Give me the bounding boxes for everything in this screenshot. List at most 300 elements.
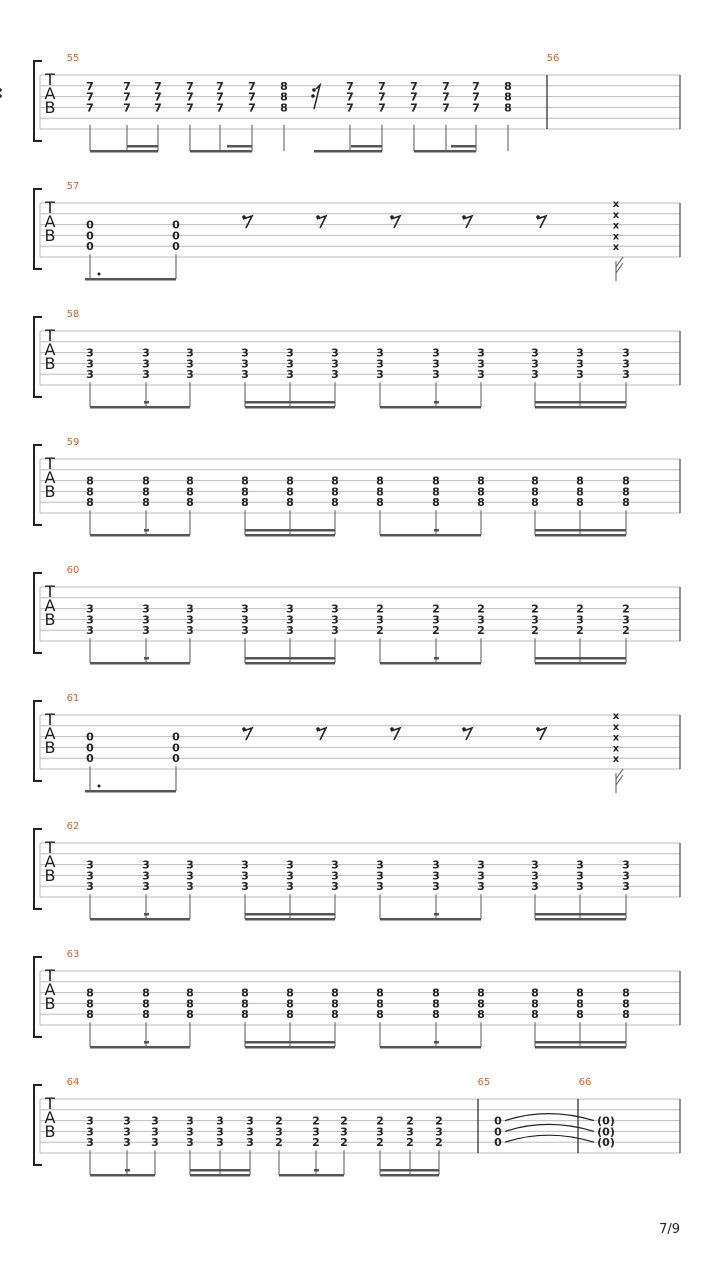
fret-number: 3 [142,858,150,872]
fret-number: 3 [186,346,194,360]
fret-number: 8 [477,997,485,1011]
rest-dot [311,94,315,98]
dead-note: x [612,721,620,733]
fret-number: 8 [622,485,630,499]
fret-number: 3 [241,613,249,627]
fret-number: 3 [331,357,339,371]
tab-clef-letter: T [45,582,55,601]
fret-number: 8 [432,997,440,1011]
fret-number: 2 [435,1114,443,1128]
tab-clef-letter: B [44,98,56,117]
fret-number: 3 [86,880,94,894]
fret-number: 7 [216,79,224,93]
staff-system [34,821,680,921]
fret-number: 7 [154,101,162,115]
fret-number: 3 [186,880,194,894]
fret-number: 3 [123,1125,131,1139]
fret-number: 7 [248,101,256,115]
fret-number: 3 [151,1125,159,1139]
fret-number: 3 [186,602,194,616]
measure-number: 58 [66,309,80,320]
fret-number: 3 [432,880,440,894]
fret-number: 3 [142,346,150,360]
rest-dot [316,215,320,219]
beam [535,662,626,665]
fret-number: 2 [376,602,384,616]
beam [535,1041,626,1044]
fret-number: 3 [622,858,630,872]
fret-number: 3 [286,613,294,627]
fret-number: 3 [331,602,339,616]
fret-number: 8 [622,986,630,1000]
fret-number: 2 [576,602,584,616]
fret-number: 8 [477,474,485,488]
fret-number: 0 [172,229,180,243]
dead-note: x [612,199,620,210]
fret-number: 3 [331,624,339,638]
fret-number: 8 [241,986,249,1000]
beam [414,150,476,153]
fret-number: 8 [376,997,384,1011]
fret-number: 3 [622,880,630,894]
fret-number: 8 [477,496,485,510]
beam [245,918,335,921]
fret-number: 3 [340,1125,348,1139]
beam [535,406,626,409]
fret-number: 8 [432,1008,440,1022]
fret-number: 8 [186,986,194,1000]
fret-number: 8 [186,485,194,499]
fret-number: 7 [123,101,131,115]
fret-number: 8 [376,485,384,499]
fret-number: 3 [286,869,294,883]
fret-number: 3 [151,1114,159,1128]
fret-number: 2 [477,624,485,638]
fret-number: 8 [331,986,339,1000]
beam [245,406,335,409]
staff-system [34,693,680,793]
fret-number: 3 [241,602,249,616]
beam [434,401,439,404]
beam [125,1169,130,1172]
fret-number: 3 [622,869,630,883]
tab-clef-letter: B [44,866,56,885]
tab-clef-letter: A [44,468,56,487]
fret-number: 3 [241,357,249,371]
fret-number: 3 [376,1125,384,1139]
tab-clef-letter: B [44,610,56,629]
fret-number: 3 [286,368,294,382]
rest-dot [536,215,540,219]
beam [245,913,335,916]
measure-number: 60 [66,565,80,576]
fret-number: 7 [472,101,480,115]
fret-number: 3 [246,1114,254,1128]
fret-number: 7 [378,90,386,104]
fret-number: 8 [576,1008,584,1022]
fret-number: 8 [86,485,94,499]
fret-number: 7 [410,101,418,115]
fret-number: 3 [86,1125,94,1139]
fret-number: 3 [622,346,630,360]
fret-number: 3 [142,880,150,894]
beam [351,145,382,148]
tie-arc [505,1114,594,1121]
beam [144,529,149,532]
tab-clef-letter: T [45,1094,55,1113]
tab-clef-letter: A [44,852,56,871]
fret-number: 3 [331,346,339,360]
tab-clef-letter: T [45,838,55,857]
tab-clef-letter: B [44,482,56,501]
dot [98,273,101,276]
tab-clef-letter: T [45,710,55,729]
fret-number: 8 [504,79,512,93]
beam [144,657,149,660]
beam [190,150,252,153]
fret-number: (0) [597,1125,615,1139]
fret-number: 2 [275,1136,283,1150]
fret-number: 8 [622,997,630,1011]
fret-number: 8 [241,485,249,499]
fret-number: 8 [142,474,150,488]
beam [90,1174,155,1177]
fret-number: 7 [123,90,131,104]
fret-number: 3 [432,357,440,371]
fret-number: 3 [376,368,384,382]
beam [451,145,476,148]
fret-number: 2 [376,1136,384,1150]
fret-number: 8 [432,485,440,499]
fret-number: 3 [622,368,630,382]
beam [434,657,439,660]
beam [245,657,335,660]
tab-clef-letter: A [44,1108,56,1127]
fret-number: 8 [286,986,294,1000]
beam [535,534,626,537]
beam [535,529,626,532]
fret-number: 3 [275,1125,283,1139]
fret-number: 8 [531,485,539,499]
fret-number: 2 [531,602,539,616]
fret-number: 2 [432,602,440,616]
fret-number: 8 [286,997,294,1011]
fret-number: 3 [435,1125,443,1139]
fret-number: 8 [432,496,440,510]
fret-number: 7 [442,101,450,115]
fret-number: 3 [331,869,339,883]
fret-number: 7 [86,101,94,115]
rest-dot [312,88,316,92]
fret-number: 8 [376,474,384,488]
measure-number: 62 [66,821,80,832]
fret-number: 2 [406,1136,414,1150]
beam [144,401,149,404]
fret-number: 0 [172,730,180,744]
fret-number: 0 [494,1136,502,1150]
fret-number: 8 [186,997,194,1011]
tab-clef-letter: T [45,198,55,217]
fret-number: 3 [477,346,485,360]
fret-number: 3 [142,613,150,627]
fret-number: 7 [216,101,224,115]
fret-number: 3 [477,869,485,883]
beam [144,1041,149,1044]
fret-number: 8 [280,101,288,115]
dead-note: x [612,754,620,766]
fret-number: 8 [142,997,150,1011]
beam [190,1169,250,1172]
fret-number: 0 [86,752,94,766]
beam [434,529,439,532]
fret-number: 7 [346,79,354,93]
beam [190,1174,250,1177]
fret-number: 2 [576,624,584,638]
tab-clef-letter: A [44,212,56,231]
fret-number: 0 [86,229,94,243]
beam [535,913,626,916]
fret-number: 7 [248,79,256,93]
fret-number: 8 [531,997,539,1011]
fret-number: 0 [172,240,180,254]
fret-number: 3 [376,880,384,894]
staff-system [34,309,680,409]
fret-number: 8 [331,1008,339,1022]
fret-number: 3 [531,368,539,382]
fret-number: 3 [186,869,194,883]
fret-number: 8 [622,496,630,510]
dot [98,785,101,788]
fret-number: 3 [123,1136,131,1150]
fret-number: 3 [576,858,584,872]
fret-number: 3 [186,1136,194,1150]
staff-system [34,1077,680,1177]
beam [227,145,252,148]
fret-number: 8 [186,474,194,488]
fret-number: 3 [286,602,294,616]
fret-number: 8 [477,1008,485,1022]
fret-number: 8 [186,1008,194,1022]
fret-number: 3 [477,357,485,371]
fret-number: (0) [597,1114,615,1128]
beam [90,662,190,665]
fret-number: 8 [576,496,584,510]
rest-dot [390,215,394,219]
fret-number: 2 [376,624,384,638]
fret-number: 8 [286,1008,294,1022]
fret-number: 2 [340,1136,348,1150]
beam [434,1041,439,1044]
fret-number: 3 [477,880,485,894]
fret-number: 3 [186,613,194,627]
fret-number: 3 [86,858,94,872]
beam [245,662,335,665]
fret-number: 8 [142,496,150,510]
dead-note: x [612,231,620,243]
fret-number: 3 [331,880,339,894]
fret-number: 8 [531,986,539,1000]
beam [245,1041,335,1044]
fret-number: 8 [241,474,249,488]
fret-number: 3 [531,613,539,627]
tab-clef-letter: A [44,724,56,743]
rest-dot [536,727,540,731]
fret-number: 3 [531,880,539,894]
fret-number: 2 [622,624,630,638]
fret-number: 8 [331,474,339,488]
page-number: 7/9 [659,1222,680,1237]
fret-number: 0 [86,741,94,755]
fret-number: 2 [340,1114,348,1128]
beam [90,918,190,921]
rest-dot [0,88,2,92]
fret-number: 7 [346,90,354,104]
fret-number: 2 [531,624,539,638]
beam [127,145,158,148]
fret-number: 3 [186,624,194,638]
fret-number: 3 [286,880,294,894]
beam [535,401,626,404]
fret-number: 3 [186,858,194,872]
measure-number: 59 [66,437,80,448]
fret-number: 3 [246,1125,254,1139]
beam [380,1046,481,1049]
fret-number: 0 [86,218,94,232]
fret-number: 3 [576,880,584,894]
fret-number: 7 [442,90,450,104]
fret-number: 7 [186,101,194,115]
tab-clef-letter: A [44,596,56,615]
tab-clef-letter: B [44,354,56,373]
fret-number: 3 [477,858,485,872]
beam [90,406,190,409]
fret-number: 3 [142,357,150,371]
fret-number: 2 [432,624,440,638]
fret-number: 8 [576,474,584,488]
dead-note: x [612,242,620,254]
beam [434,913,439,916]
tab-clef-letter: T [45,966,55,985]
fret-number: 3 [241,368,249,382]
fret-number: 2 [477,602,485,616]
fret-number: 8 [432,474,440,488]
fret-number: 8 [280,79,288,93]
fret-number: 7 [472,79,480,93]
fret-number: 8 [142,1008,150,1022]
fret-number: 8 [576,986,584,1000]
fret-number: 8 [576,997,584,1011]
fret-number: 3 [376,869,384,883]
beam [380,1174,439,1177]
fret-number: 8 [622,474,630,488]
fret-number: 3 [86,1136,94,1150]
fret-number: 3 [142,602,150,616]
beam [279,1174,344,1177]
fret-number: 3 [86,602,94,616]
fret-number: 8 [504,101,512,115]
measure-number: 66 [578,1077,592,1088]
tab-clef-letter: B [44,738,56,757]
fret-number: 3 [186,368,194,382]
fret-number: 8 [331,997,339,1011]
rest-dot [0,94,2,98]
fret-number: 3 [622,613,630,627]
fret-number: 3 [622,357,630,371]
fret-number: 8 [576,485,584,499]
measure-number: 57 [66,181,80,192]
beam [380,406,481,409]
fret-number: 8 [142,986,150,1000]
beam [245,1046,335,1049]
fret-number: 7 [154,79,162,93]
rest-dot [390,727,394,731]
tab-clef-letter: B [44,226,56,245]
fret-number: 3 [86,357,94,371]
fret-number: 2 [622,602,630,616]
fret-number: 3 [186,1125,194,1139]
fret-number: 8 [477,986,485,1000]
fret-number: 7 [410,90,418,104]
tie-arc [505,1135,594,1142]
measure-number: 63 [66,949,80,960]
fret-number: 3 [86,869,94,883]
fret-number: 3 [312,1125,320,1139]
fret-number: 7 [410,79,418,93]
beam [314,150,382,153]
beam [535,918,626,921]
fret-number: 8 [531,496,539,510]
fret-number: 7 [442,79,450,93]
fret-number: 2 [312,1114,320,1128]
staff-system [0,53,680,153]
fret-number: 0 [86,240,94,254]
fret-number: 0 [172,741,180,755]
fret-number: 3 [241,869,249,883]
fret-number: 3 [576,357,584,371]
rest-dot [242,215,246,219]
dead-note: x [612,743,620,755]
fret-number: 3 [86,346,94,360]
fret-number: 3 [246,1136,254,1150]
fret-number: 0 [86,730,94,744]
fret-number: 8 [504,90,512,104]
beam [535,1046,626,1049]
fret-number: 8 [86,997,94,1011]
fret-number: 7 [346,101,354,115]
beam [85,278,176,281]
beam [245,529,335,532]
fret-number: 3 [531,357,539,371]
fret-number: 3 [331,858,339,872]
dead-note: x [612,209,620,221]
fret-number: 8 [286,474,294,488]
fret-number: 3 [186,357,194,371]
fret-number: 8 [531,474,539,488]
beam [90,534,190,537]
rest-dot [316,727,320,731]
staff-system [34,437,680,537]
fret-number: 7 [248,90,256,104]
fret-number: 2 [312,1136,320,1150]
fret-number: 3 [531,346,539,360]
measure-number: 64 [66,1077,80,1088]
fret-number: 8 [331,485,339,499]
beam [535,657,626,660]
beam [245,534,335,537]
tab-clef-letter: T [45,454,55,473]
fret-number: 3 [286,346,294,360]
fret-number: 3 [331,613,339,627]
